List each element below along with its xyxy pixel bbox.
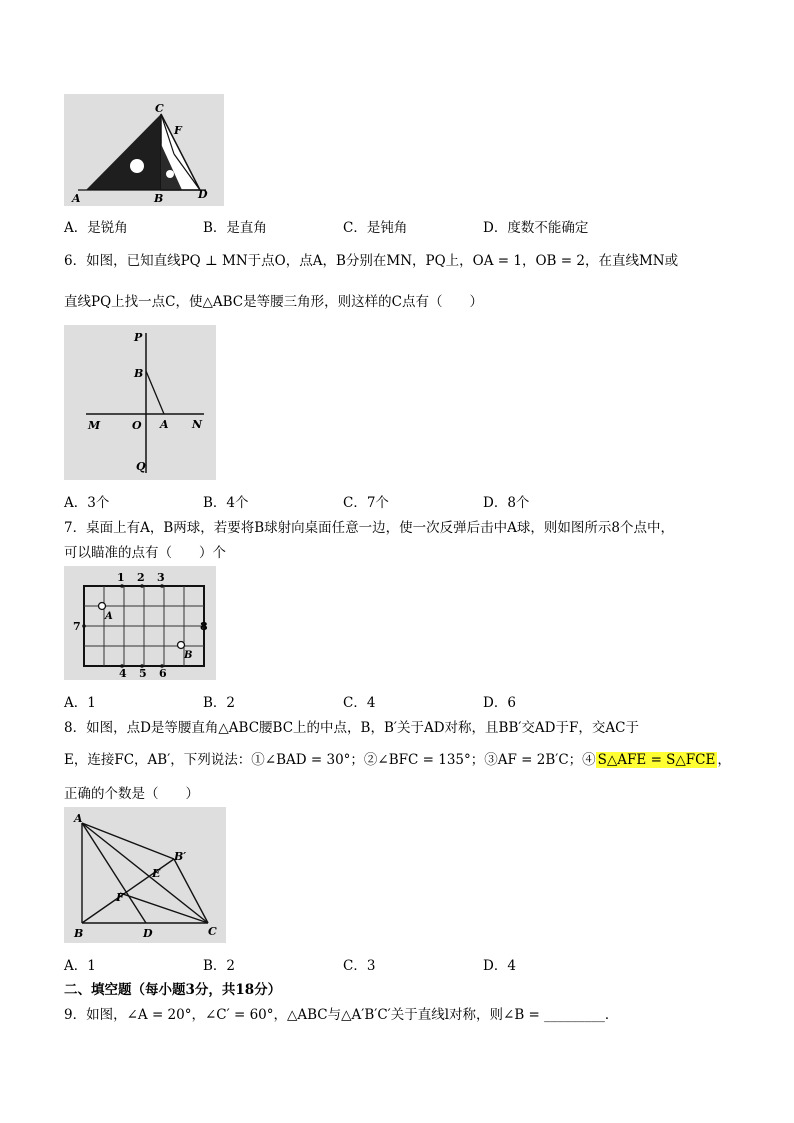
q8-question-line2 xyxy=(64,748,731,768)
q8-label-b: B xyxy=(74,927,84,940)
q7-option-c: C．4 xyxy=(343,695,376,711)
q7-label-a: A xyxy=(105,611,113,622)
q8-question-line1: 8．如图，点D是等腰直角△ABC腰BC上的中点，B，B′关于AD对称，且BB′交AD于F，交AC于 xyxy=(64,720,639,736)
q6-option-d: D．8个 xyxy=(483,495,530,511)
q7-point-8: 8 xyxy=(200,620,208,633)
q8-option-d: D．4 xyxy=(483,958,516,974)
q7-point-7: 7 xyxy=(73,620,81,633)
q8-highlighted-area-equation: S△AFE = S△FCE xyxy=(597,752,716,768)
q7-point-5: 5 xyxy=(139,667,147,680)
q7-option-d: D．6 xyxy=(483,695,516,711)
q7-point-4: 4 xyxy=(119,667,127,680)
q5-figure xyxy=(64,94,224,206)
q6-figure xyxy=(64,325,216,480)
q7-option-a: A．1 xyxy=(64,695,96,711)
q5-label-f: F xyxy=(174,124,182,137)
q6-label-o: O xyxy=(132,419,142,432)
q8-line2-text: E，连接FC，AB′，下列说法：①∠BAD = 30°；②∠BFC = 135°；③AF = 2B′C；④ xyxy=(64,752,596,768)
q5-option-b: B．是直角 xyxy=(203,220,267,236)
q9-end: ． xyxy=(604,1007,619,1023)
q6-label-q: Q xyxy=(136,460,146,473)
q5-label-c: C xyxy=(155,102,164,115)
q5-label-b: B xyxy=(154,192,164,205)
q7-point-2: 2 xyxy=(137,571,145,584)
q5-option-a: A．是锐角 xyxy=(64,220,128,236)
q8-label-a: A xyxy=(74,812,83,825)
q9-answer-blank[interactable]: _________ xyxy=(544,1007,605,1023)
q8-option-c: C．3 xyxy=(343,958,376,974)
q7-question-line2: 可以瞄准的点有（ ）个 xyxy=(64,545,226,561)
q8-figure xyxy=(64,807,226,943)
q8-label-e: E xyxy=(152,867,161,880)
q6-label-a: A xyxy=(160,418,169,431)
q7-option-b: B．2 xyxy=(203,695,236,711)
q8-question-line3: 正确的个数是（ ） xyxy=(64,786,199,802)
q8-line2-end: ， xyxy=(717,752,731,768)
q5-option-c: C．是钝角 xyxy=(343,220,408,236)
q6-option-c: C．7个 xyxy=(343,495,389,511)
q6-label-n: N xyxy=(192,418,203,431)
q6-label-p: P xyxy=(134,331,143,344)
q6-question-line2: 直线PQ上找一点C，使△ABC是等腰三角形，则这样的C点有（ ） xyxy=(64,294,483,310)
q8-option-a: A．1 xyxy=(64,958,96,974)
q8-label-d: D xyxy=(143,927,153,940)
q9-question xyxy=(64,1003,618,1023)
q9-text: 9．如图，∠A = 20°，∠C′ = 60°，△ABC与△A′B′C′关于直线l对称，则∠B = xyxy=(64,1007,545,1023)
q8-option-b: B．2 xyxy=(203,958,236,974)
q7-label-b: B xyxy=(184,650,193,661)
q7-point-6: 6 xyxy=(159,667,167,680)
q5-label-a: A xyxy=(72,192,81,205)
section-2-heading: 二、填空题（每小题3分，共18分） xyxy=(64,982,282,998)
q5-label-d: D xyxy=(198,188,208,201)
q6-option-b: B．4个 xyxy=(203,495,249,511)
q7-figure xyxy=(64,566,216,680)
q6-label-m: M xyxy=(88,419,101,432)
q7-question-line1: 7．桌面上有A，B两球，若要将B球射向桌面任意一边，使一次反弹后击中A球，则如图所示8个点中， xyxy=(64,520,675,536)
q6-question-line1: 6．如图，已知直线PQ ⊥ MN于点O，点A，B分别在MN，PQ上，OA = 1，OB = 2，在直线MN或 xyxy=(64,253,679,269)
q8-label-c: C xyxy=(208,925,217,938)
q7-point-1: 1 xyxy=(117,571,125,584)
q6-option-a: A．3个 xyxy=(64,495,110,511)
q8-label-b-prime: B′ xyxy=(174,850,187,863)
q8-label-f: F xyxy=(116,891,124,904)
q7-point-3: 3 xyxy=(157,571,165,584)
q5-option-d: D．度数不能确定 xyxy=(483,220,589,236)
q6-label-b: B xyxy=(134,367,144,380)
